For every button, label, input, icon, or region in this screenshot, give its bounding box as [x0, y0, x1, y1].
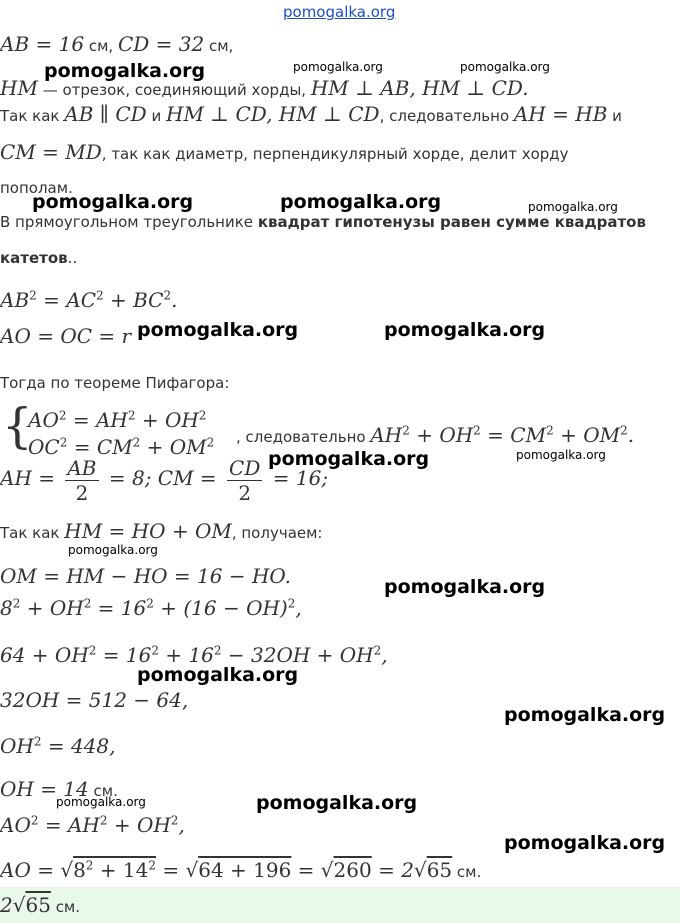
radicand: 65	[25, 893, 51, 917]
formula-ao-squared	[0, 813, 185, 837]
exponent: 2	[620, 423, 628, 438]
formula-om	[0, 564, 291, 588]
exponent: 2	[148, 858, 156, 873]
exponent: 2	[198, 408, 207, 423]
watermark: pomogalka.org	[268, 448, 430, 470]
math: OM = HM − HO = 16 − HO.	[0, 564, 291, 588]
denominator: 2	[75, 481, 89, 505]
watermark: pomogalka.org	[256, 792, 418, 814]
text: Тогда по теореме Пифагора:	[0, 374, 230, 392]
answer-box	[0, 887, 680, 923]
exponent: 2	[163, 288, 172, 303]
formula-radius	[0, 324, 131, 348]
exponent: 2	[213, 643, 222, 658]
text: пополам.	[0, 179, 73, 197]
radicand: 260	[333, 858, 372, 882]
radicand: 64 + 196	[198, 858, 292, 882]
text: Так как	[0, 107, 65, 125]
math: AH = HB	[513, 102, 608, 126]
unit: см.	[88, 782, 118, 800]
watermark: pomogalka.org	[137, 664, 299, 686]
math: OH = 14	[0, 777, 89, 801]
watermark: pomogalka.org	[137, 319, 299, 341]
exponent: 2	[402, 423, 410, 438]
math: $64 + OH^2 = 16^2 + 16^2 - 32OH + OH^2$,	[0, 643, 388, 667]
exponent: 2	[12, 596, 21, 611]
text: Так как	[0, 524, 65, 542]
watermark: pomogalka.org	[56, 795, 146, 809]
exponent: 2	[546, 423, 554, 438]
formula-substitution	[0, 596, 302, 620]
exponent: 2	[146, 596, 154, 611]
text: , следовательно	[236, 428, 371, 446]
exponent: 2	[206, 435, 215, 450]
text: — отрезок, соединяющий хорды,	[37, 81, 311, 99]
exponent: 2	[132, 435, 141, 450]
radicand: 65	[426, 858, 453, 882]
math: HM = HO + OM	[64, 519, 232, 543]
answer-line	[0, 893, 80, 917]
text: В прямоугольном треугольнике	[0, 213, 258, 231]
theorem-line	[0, 373, 229, 392]
math: $OH^2 = 448$,	[0, 734, 116, 758]
watermark: pomogalka.org	[32, 191, 194, 213]
math: = 16;	[266, 466, 329, 490]
numerator: CD	[229, 456, 261, 480]
math: $OC^2 = CM^2 + OM^2$	[28, 435, 215, 459]
formula-oh-squared	[0, 734, 116, 758]
text: , получаем:	[231, 524, 323, 542]
text: , так как диаметр, перпендикулярный хорде, делит хорду	[101, 145, 569, 163]
system-eq-1	[28, 408, 206, 432]
given-line	[0, 32, 233, 56]
math-ab: AB = 16	[0, 32, 85, 56]
watermark: pomogalka.org	[384, 576, 546, 598]
exponent: 2	[33, 734, 42, 749]
watermark: pomogalka.org	[44, 60, 206, 82]
math: = √	[156, 858, 199, 882]
math: $8^2 + OH^2 = 16^2 + (16 - OH)^2$,	[0, 596, 302, 620]
pythagoras-rule-line	[0, 212, 646, 231]
math: AH =	[0, 466, 62, 490]
unit: см,	[204, 37, 234, 55]
exponent: 2	[99, 813, 108, 828]
math-cd: CD = 32	[117, 32, 205, 56]
unit: см,	[84, 37, 118, 55]
watermark: pomogalka.org	[504, 704, 666, 726]
watermark: pomogalka.org	[528, 200, 618, 214]
exponent: 2	[30, 813, 39, 828]
hm-sum-line	[0, 519, 322, 543]
exponent: 2	[85, 858, 94, 873]
exponent: 2	[127, 408, 136, 423]
math: 2√	[0, 893, 26, 917]
math: 32OH = 512 − 64,	[0, 688, 189, 712]
math: $AH^2 + OH^2 = CM^2 + OM^2$.	[370, 423, 635, 447]
formula-32oh	[0, 688, 188, 712]
pythagoras-rule-line-2	[0, 248, 77, 267]
exponent: 2	[96, 288, 104, 303]
exponent: 2	[473, 423, 481, 438]
bold-text: катетов	[0, 249, 68, 267]
exponent: 2	[88, 643, 97, 658]
watermark: pomogalka.org	[384, 319, 546, 341]
parallel-line	[0, 102, 622, 126]
watermark: pomogalka.org	[460, 60, 550, 74]
math: AO = OC = r	[0, 324, 132, 348]
system-brace: {	[2, 398, 33, 454]
system-conclusion	[236, 423, 634, 447]
formula-ab	[0, 288, 177, 312]
exponent: 2	[170, 813, 179, 828]
math: = √	[291, 858, 334, 882]
exponent: 2	[287, 596, 296, 611]
unit: см.	[50, 898, 81, 916]
cm-md-line	[0, 140, 569, 164]
fraction-cd-2	[227, 456, 262, 505]
exponent: 2	[373, 643, 382, 658]
exponent: 2	[58, 408, 67, 423]
math: $AB^2 = AC^2 + BC^2$.	[0, 288, 178, 312]
bold-text: квадрат гипотенузы равен сумме квадратов	[257, 213, 646, 231]
denominator: 2	[238, 481, 252, 505]
math: AO = √	[0, 858, 74, 882]
math: $AO^2 = AH^2 + OH^2$	[28, 408, 207, 432]
text: и	[607, 107, 622, 125]
watermark: pomogalka.org	[516, 448, 606, 462]
math: CM = MD	[0, 140, 102, 164]
math: = 2√	[371, 858, 427, 882]
exponent: 2	[151, 643, 159, 658]
exponent: 2	[59, 435, 68, 450]
exponent: 2	[29, 288, 37, 303]
math: HM	[0, 76, 38, 100]
math: AB ∥ CD	[64, 102, 147, 126]
math: HM ⊥ AB, HM ⊥ CD.	[310, 76, 529, 100]
top-watermark-link[interactable]: pomogalka.org	[283, 3, 396, 21]
math: = 8; CM =	[102, 466, 224, 490]
formula-ao-root	[0, 858, 481, 882]
text: и	[146, 107, 166, 125]
math: HM ⊥ CD, HM ⊥ CD	[166, 102, 380, 126]
numerator: AB	[67, 456, 97, 480]
radicand: $8^2 + 14^2$	[73, 858, 156, 882]
exponent: 2	[83, 596, 92, 611]
math: $AO^2 = AH^2 + OH^2$,	[0, 813, 185, 837]
watermark: pomogalka.org	[68, 543, 158, 557]
watermark: pomogalka.org	[280, 191, 442, 213]
watermark: pomogalka.org	[504, 832, 666, 854]
watermark: pomogalka.org	[293, 60, 383, 74]
fraction-ab-2	[65, 456, 98, 505]
unit: см.	[452, 863, 482, 881]
text: , следовательно	[379, 107, 514, 125]
text: ..	[67, 249, 78, 267]
